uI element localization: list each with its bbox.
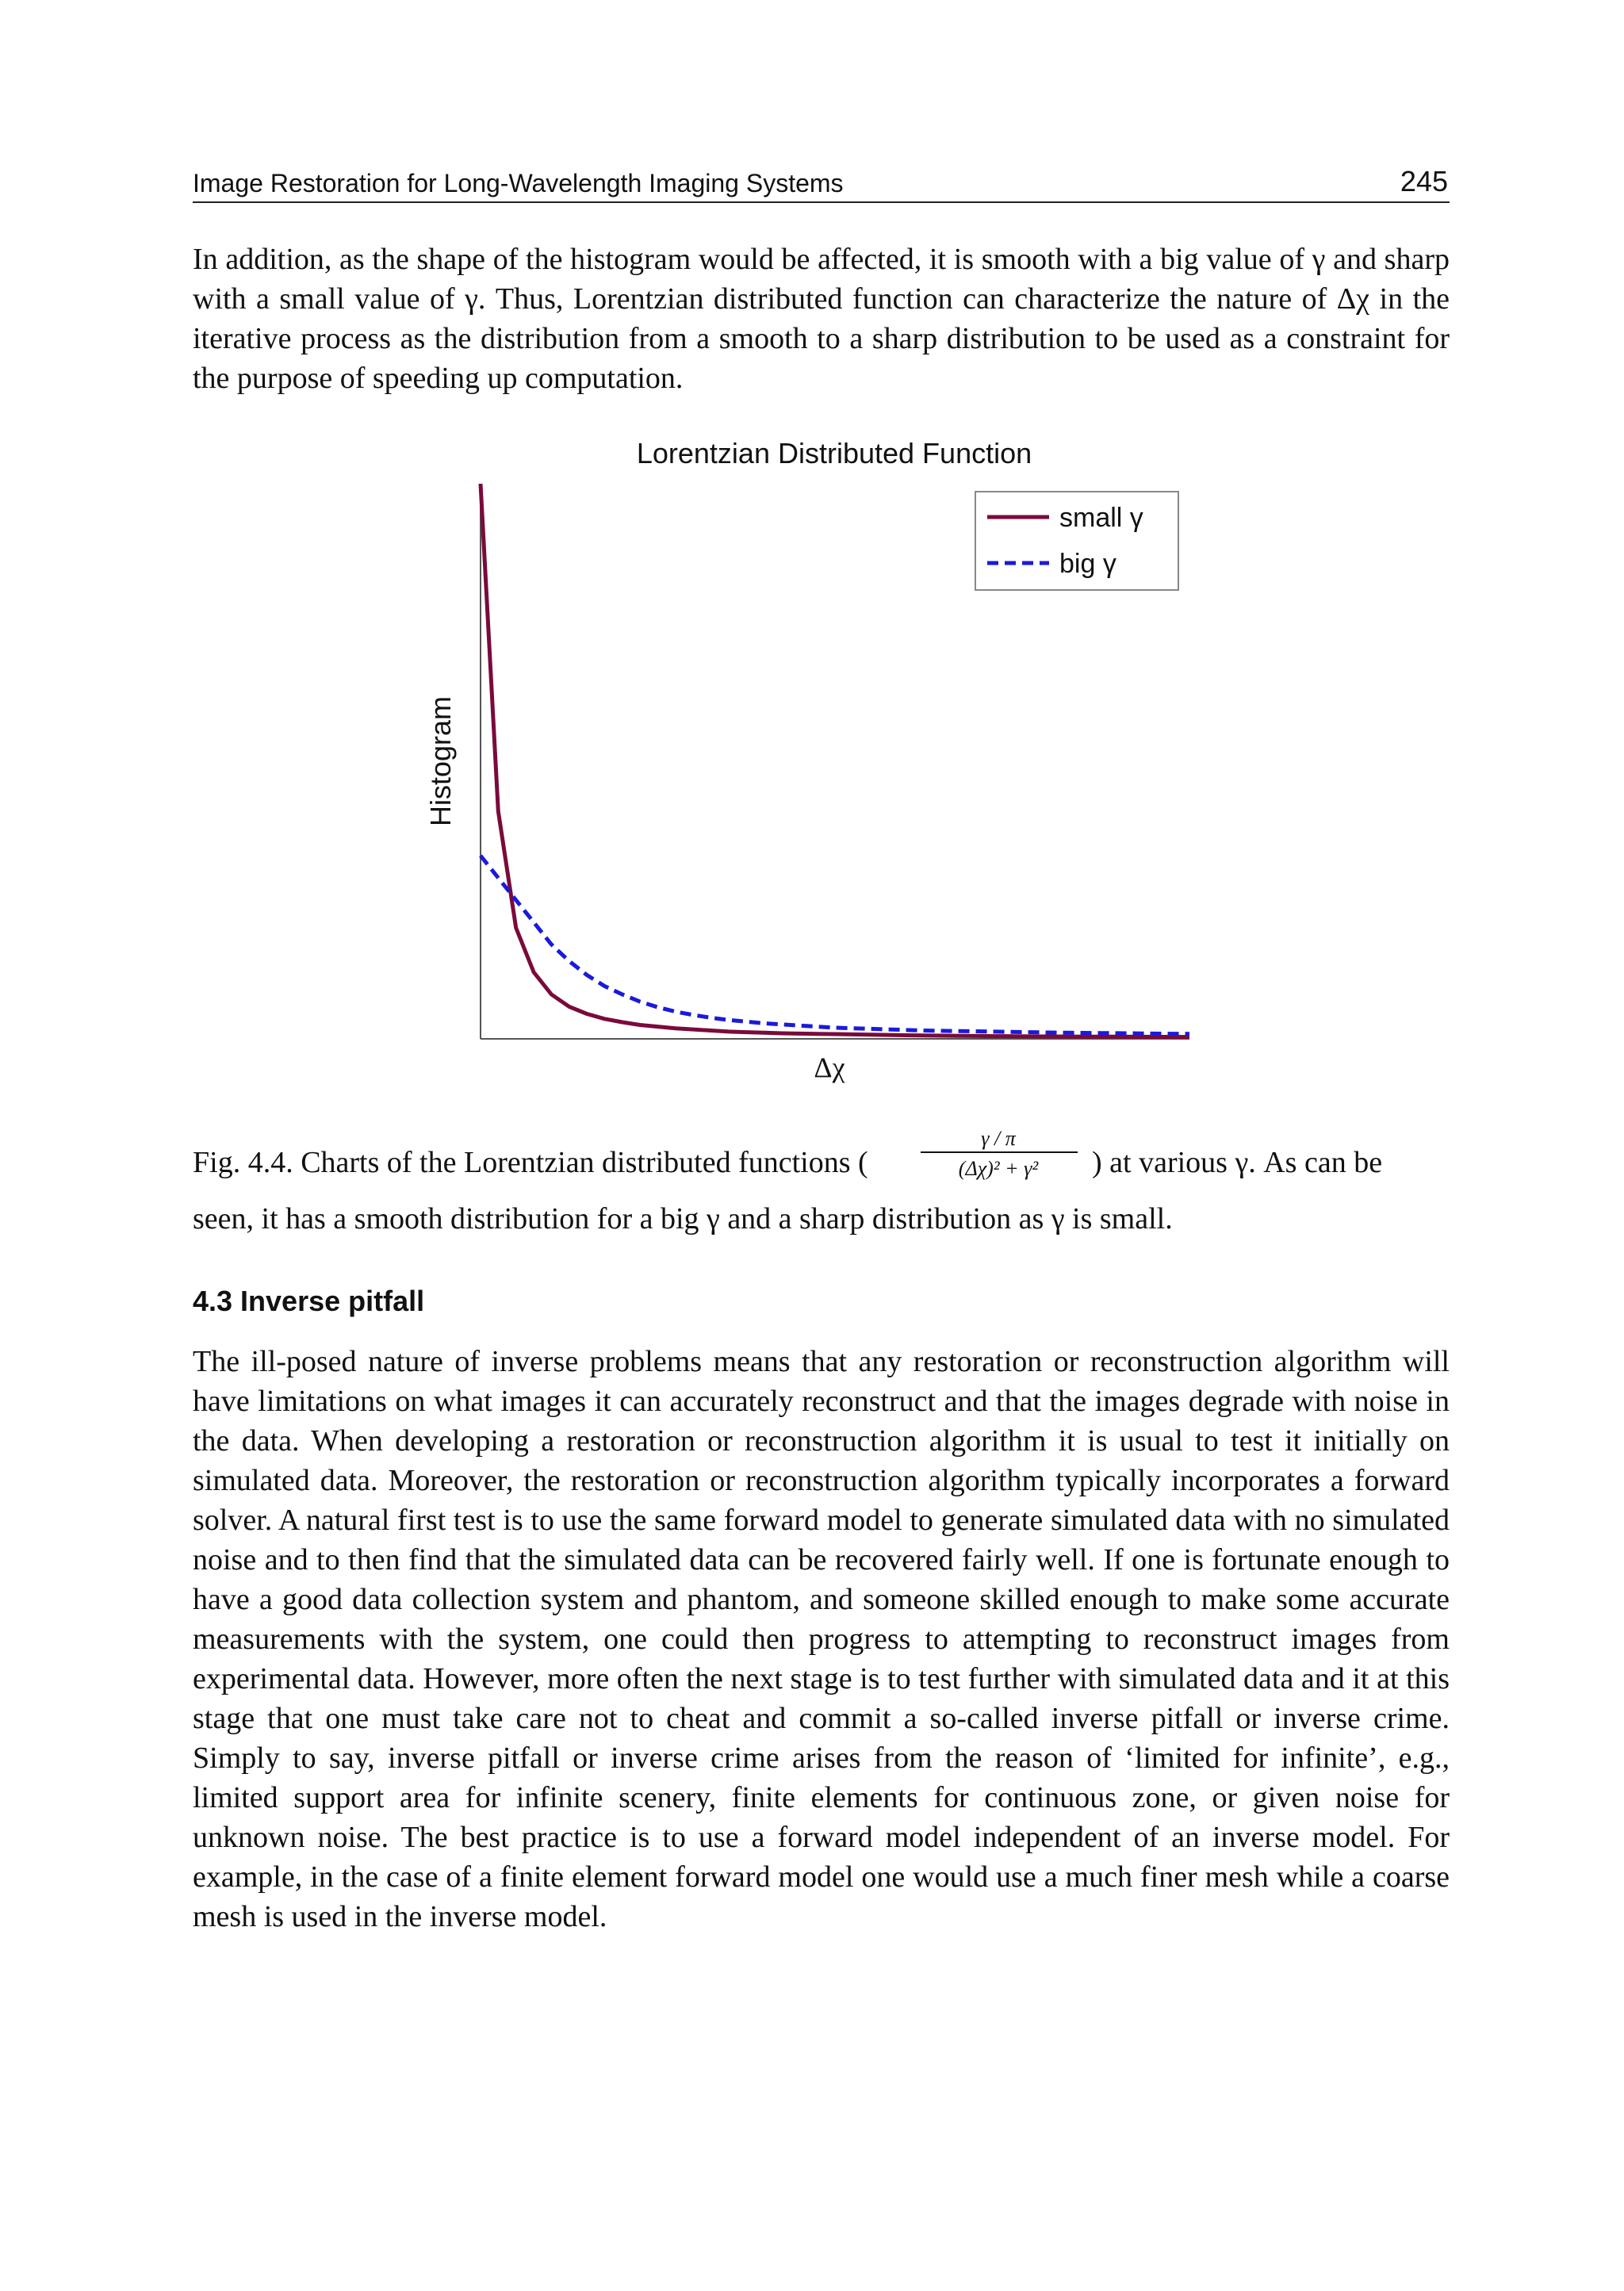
legend-label-big-gamma: big γ xyxy=(1059,549,1116,579)
y-axis-label: Histogram xyxy=(424,695,457,827)
caption-suffix: ) at various γ. As can be xyxy=(1092,1146,1383,1179)
intro-paragraph: In addition, as the shape of the histogram would be affected, it is smooth with a big value of γ and sharp with a small value of γ. Thus, Lorentzian distributed function can characterize the nature of Δχ in the iterative process as the distribution from a smooth to a sharp distribution to be used as a constraint for the purpose of speeding up computation. xyxy=(193,243,1450,395)
lorentzian-chart xyxy=(396,428,1269,1094)
chart-svg xyxy=(396,428,1269,1094)
x-axis-label: Δχ xyxy=(814,1052,845,1083)
legend-label-small-gamma: small γ xyxy=(1059,503,1143,533)
page-number: 245 xyxy=(1400,165,1448,197)
legend xyxy=(975,492,1178,590)
figure-caption-line2: seen, it has a smooth distribution for a big γ and a sharp distribution as γ is small. xyxy=(193,1202,1173,1236)
formula-denominator: (Δχ)² + γ² xyxy=(958,1157,1039,1180)
lorentzian-formula xyxy=(910,1126,1088,1182)
figure-caption-line1 xyxy=(193,1126,1450,1182)
formula-numerator: γ / π xyxy=(981,1127,1016,1150)
section-heading: 4.3 Inverse pitfall xyxy=(193,1285,425,1317)
running-title: Image Restoration for Long-Wavelength Imaging Systems xyxy=(193,169,844,197)
running-header xyxy=(193,162,1450,203)
chart-title: Lorentzian Distributed Function xyxy=(636,437,1032,469)
series-line-big-gamma xyxy=(481,856,1189,1034)
caption-prefix: Fig. 4.4. Charts of the Lorentzian distributed functions ( xyxy=(193,1146,868,1179)
section-paragraph: The ill-posed nature of inverse problems means that any restoration or reconstruction algorithm will have limitations on what images it can accurately reconstruct and that the images degrade with noise in the data. When developing a restoration or reconstruction algorithm it is usual to test it initially on simulated data. Moreover, the restoration or reconstruction algorithm typically incorporates a forward solver. A natural first test is to use the same forward model to generate simulated data with no simulated noise and to then find that the simulated data can be recovered fairly well. If one is fortunate enough to have a good data collection system and phantom, and someone skilled enough to make some accurate measurements with the system, one could then progress to attempting to reconstruct images from experimental data. However, more often the next stage is to test further with simulated data and it at this stage that one must take care not to cheat and commit a so-called inverse pitfall or inverse crime. Simply to say, inverse pitfall or inverse crime arises from the reason of ‘limited for infinite’, e.g., limited support area for infinite scenery, finite elements for continuous zone, or given noise for unknown noise. The best practice is to use a forward model independent of an inverse model. For example, in the case of a finite element forward model one would use a much finer mesh while a coarse mesh is used in the inverse model. xyxy=(193,1345,1450,1933)
